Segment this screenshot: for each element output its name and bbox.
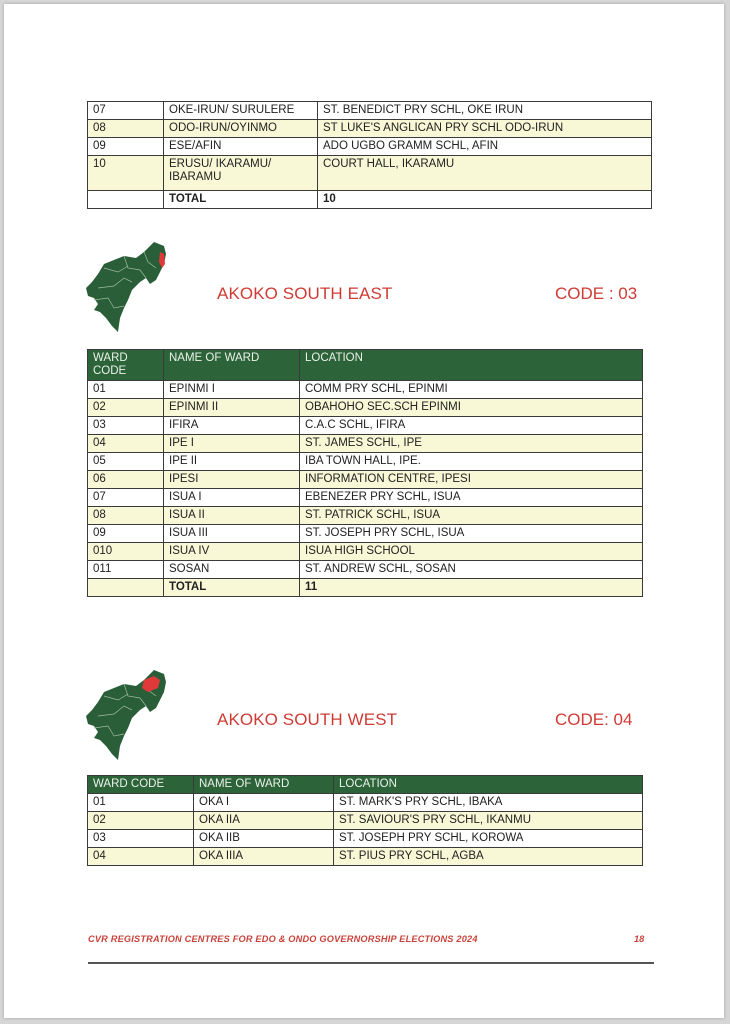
ward-code: 01 bbox=[88, 794, 194, 812]
ward-location: COURT HALL, IKARAMU bbox=[318, 156, 652, 191]
table-row bbox=[88, 399, 643, 417]
footer-divider bbox=[88, 962, 654, 964]
lga-title: AKOKO SOUTH EAST bbox=[217, 284, 393, 303]
table-row bbox=[88, 507, 643, 525]
table-row bbox=[88, 453, 643, 471]
table-row bbox=[88, 830, 643, 848]
ward-location: ST. SAVIOUR'S PRY SCHL, IKANMU bbox=[334, 812, 643, 830]
ward-name: IPE II bbox=[164, 453, 300, 471]
ward-name: IPE I bbox=[164, 435, 300, 453]
total-label: TOTAL bbox=[164, 191, 318, 209]
ward-name: IPESI bbox=[164, 471, 300, 489]
total-empty-cell bbox=[88, 191, 164, 209]
ward-code: 03 bbox=[88, 830, 194, 848]
ward-name: ESE/AFIN bbox=[164, 138, 318, 156]
table-row bbox=[88, 138, 652, 156]
ward-code: 02 bbox=[88, 399, 164, 417]
lga-title: AKOKO SOUTH WEST bbox=[217, 710, 398, 729]
ward-location: ST LUKE'S ANGLICAN PRY SCHL ODO-IRUN bbox=[318, 120, 652, 138]
total-row bbox=[88, 579, 643, 597]
lga-code: CODE : 03 bbox=[555, 284, 638, 303]
ward-location: ST. JOSEPH PRY SCHL, KOROWA bbox=[334, 830, 643, 848]
header-ward-name: NAME OF WARD bbox=[164, 350, 300, 381]
ward-location: ST. PIUS PRY SCHL, AGBA bbox=[334, 848, 643, 866]
ward-name: ODO-IRUN/OYINMO bbox=[164, 120, 318, 138]
table-header-row bbox=[88, 776, 643, 794]
ward-name: ISUA III bbox=[164, 525, 300, 543]
ward-name: ISUA IV bbox=[164, 543, 300, 561]
lga-map-icon bbox=[84, 238, 172, 336]
ward-code: 011 bbox=[88, 561, 164, 579]
ward-location: ST. ANDREW SCHL, SOSAN bbox=[300, 561, 643, 579]
table-row bbox=[88, 543, 643, 561]
ward-code: 03 bbox=[88, 417, 164, 435]
ward-name: OKA IIIA bbox=[194, 848, 334, 866]
ward-code: 07 bbox=[88, 102, 164, 120]
wards-table-south-east bbox=[87, 349, 643, 597]
ward-code: 08 bbox=[88, 507, 164, 525]
wards-table-south-west bbox=[87, 775, 643, 866]
total-value: 11 bbox=[300, 579, 643, 597]
header-location: LOCATION bbox=[300, 350, 643, 381]
table-row bbox=[88, 120, 652, 138]
ward-location: INFORMATION CENTRE, IPESI bbox=[300, 471, 643, 489]
ward-name: SOSAN bbox=[164, 561, 300, 579]
table-row bbox=[88, 381, 643, 399]
table-row bbox=[88, 435, 643, 453]
header-ward-code: WARD CODE bbox=[88, 776, 194, 794]
ward-name: OKA I bbox=[194, 794, 334, 812]
header-ward-name: NAME OF WARD bbox=[194, 776, 334, 794]
table-row bbox=[88, 156, 652, 191]
ward-location: OBAHOHO SEC.SCH EPINMI bbox=[300, 399, 643, 417]
ward-location: ST. JAMES SCHL, IPE bbox=[300, 435, 643, 453]
ward-code: 02 bbox=[88, 812, 194, 830]
ward-name: OKE-IRUN/ SURULERE bbox=[164, 102, 318, 120]
table-row bbox=[88, 489, 643, 507]
ward-code: 09 bbox=[88, 138, 164, 156]
ward-code: 04 bbox=[88, 435, 164, 453]
ward-location: ADO UGBO GRAMM SCHL, AFIN bbox=[318, 138, 652, 156]
table-row bbox=[88, 794, 643, 812]
ward-code: 06 bbox=[88, 471, 164, 489]
ward-name: EPINMI II bbox=[164, 399, 300, 417]
total-empty-cell bbox=[88, 579, 164, 597]
table-header-row bbox=[88, 350, 643, 381]
document-page bbox=[4, 4, 724, 1018]
ward-name: ERUSU/ IKARAMU/ IBARAMU bbox=[164, 156, 318, 191]
ward-location: ISUA HIGH SCHOOL bbox=[300, 543, 643, 561]
ward-location: ST. BENEDICT PRY SCHL, OKE IRUN bbox=[318, 102, 652, 120]
table-row bbox=[88, 471, 643, 489]
table-row bbox=[88, 848, 643, 866]
header-location: LOCATION bbox=[334, 776, 643, 794]
footer-title: CVR REGISTRATION CENTRES FOR EDO & ONDO GOVERNORSHIP ELECTIONS 2024 bbox=[88, 934, 478, 944]
total-value: 10 bbox=[318, 191, 652, 209]
ward-code: 08 bbox=[88, 120, 164, 138]
wards-table-continued bbox=[87, 101, 652, 209]
header-ward-code: WARD CODE bbox=[88, 350, 164, 381]
ward-code: 07 bbox=[88, 489, 164, 507]
table-row bbox=[88, 417, 643, 435]
ward-location: C.A.C SCHL, IFIRA bbox=[300, 417, 643, 435]
ward-name: OKA IIA bbox=[194, 812, 334, 830]
ward-location: IBA TOWN HALL, IPE. bbox=[300, 453, 643, 471]
table-row bbox=[88, 561, 643, 579]
ward-location: EBENEZER PRY SCHL, ISUA bbox=[300, 489, 643, 507]
lga-code: CODE: 04 bbox=[555, 710, 633, 729]
ward-code: 010 bbox=[88, 543, 164, 561]
ward-name: IFIRA bbox=[164, 417, 300, 435]
ward-location: COMM PRY SCHL, EPINMI bbox=[300, 381, 643, 399]
ward-name: ISUA I bbox=[164, 489, 300, 507]
table-row bbox=[88, 812, 643, 830]
ward-location: ST. PATRICK SCHL, ISUA bbox=[300, 507, 643, 525]
table-row bbox=[88, 102, 652, 120]
ward-code: 05 bbox=[88, 453, 164, 471]
total-row bbox=[88, 191, 652, 209]
table-row bbox=[88, 525, 643, 543]
ward-code: 10 bbox=[88, 156, 164, 191]
ward-code: 01 bbox=[88, 381, 164, 399]
ward-location: ST. MARK'S PRY SCHL, IBAKA bbox=[334, 794, 643, 812]
lga-map-icon bbox=[84, 666, 172, 764]
ward-code: 09 bbox=[88, 525, 164, 543]
ward-code: 04 bbox=[88, 848, 194, 866]
page-number: 18 bbox=[634, 934, 645, 944]
ward-name: ISUA II bbox=[164, 507, 300, 525]
ward-name: EPINMI I bbox=[164, 381, 300, 399]
total-label: TOTAL bbox=[164, 579, 300, 597]
ward-name: OKA IIB bbox=[194, 830, 334, 848]
ward-location: ST. JOSEPH PRY SCHL, ISUA bbox=[300, 525, 643, 543]
